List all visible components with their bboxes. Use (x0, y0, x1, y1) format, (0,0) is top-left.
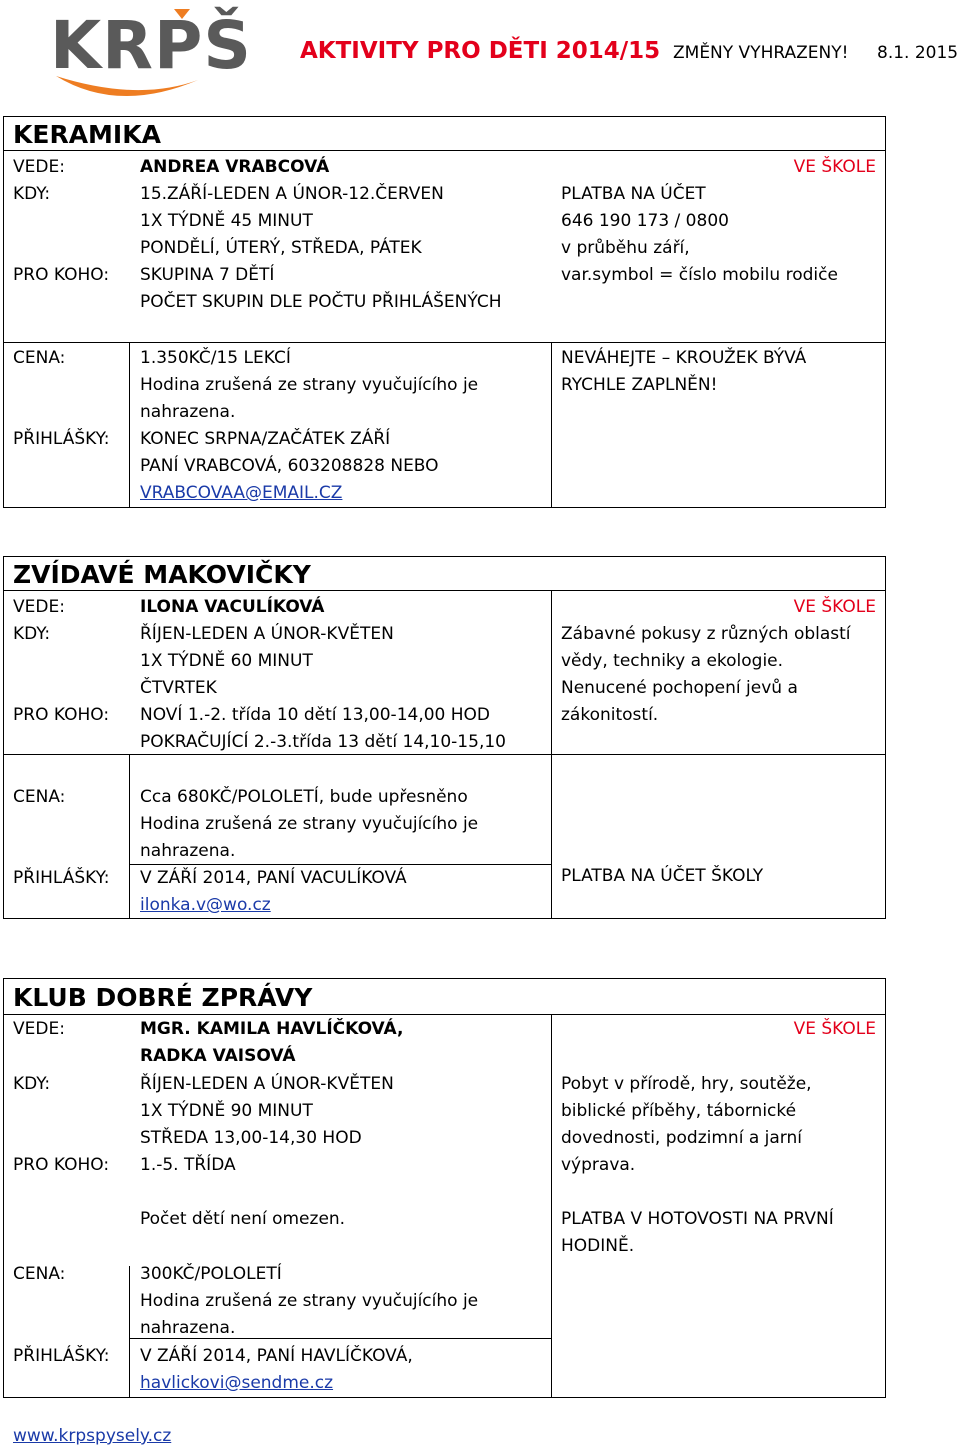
cena-line: 300KČ/POLOLETÍ (140, 1264, 282, 1284)
vede-value: ILONA VACULÍKOVÁ (140, 597, 325, 617)
page-title: AKTIVITY PRO DĚTI 2014/15 (300, 38, 661, 64)
pro-koho-label: PRO KOHO: (13, 265, 110, 285)
kdy-line: ŘÍJEN-LEDEN A ÚNOR-KVĚTEN (140, 1074, 394, 1094)
kdy-line: STŘEDA 13,00-14,30 HOD (140, 1128, 362, 1148)
kdy-line: PONDĚLÍ, ÚTERÝ, STŘEDA, PÁTEK (140, 238, 422, 258)
prihlasky-label: PŘIHLÁŠKY: (13, 429, 110, 449)
logo-text: KRPŠ (50, 7, 252, 84)
pro-koho-label: PRO KOHO: (13, 1155, 110, 1175)
payment-line: v průběhu září, (561, 238, 690, 258)
cena-line: 1.350KČ/15 LEKCÍ (140, 348, 291, 368)
location-badge: VE ŠKOLE (793, 157, 876, 177)
prihlasky-label: PŘIHLÁŠKY: (13, 1346, 110, 1366)
kdy-line: ŘÍJEN-LEDEN A ÚNOR-KVĚTEN (140, 624, 394, 644)
section-title: KERAMIKA (13, 120, 161, 149)
section-keramika (3, 116, 886, 508)
description-line: dovednosti, podzimní a jarní (561, 1128, 802, 1148)
kdy-line: ČTVRTEK (140, 678, 217, 698)
kdy-line: 1X TÝDNĚ 45 MINUT (140, 211, 313, 231)
pro-koho-value: 1.-5. TŘÍDA (140, 1155, 236, 1175)
pro-koho-line: NOVÍ 1.-2. třída 10 dětí 13,00-14,00 HOD (140, 705, 491, 725)
cena-line: nahrazena. (140, 402, 236, 422)
website-link[interactable]: www.krpspysely.cz (13, 1426, 172, 1446)
pro-koho-line: POKRAČUJÍCÍ 2.-3.třída 13 dětí 14,10-15,10 (140, 732, 506, 752)
email-link[interactable]: VRABCOVAA@EMAIL.CZ (140, 483, 343, 503)
kdy-line: 1X TÝDNĚ 90 MINUT (140, 1101, 313, 1121)
prihlasky-label: PŘIHLÁŠKY: (13, 868, 110, 888)
description-line: zákonitostí. (561, 705, 659, 725)
cena-label: CENA: (13, 1264, 66, 1284)
email-link[interactable]: ilonka.v@wo.cz (140, 895, 271, 915)
location-badge: VE ŠKOLE (793, 597, 876, 617)
payment-line: PLATBA V HOTOVOSTI NA PRVNÍ (561, 1209, 834, 1229)
kdy-label: KDY: (13, 1074, 51, 1094)
kdy-label: KDY: (13, 184, 51, 204)
cena-line: Hodina zrušená ze strany vyučujícího je (140, 375, 479, 395)
vede-value: RADKA VAISOVÁ (140, 1046, 296, 1066)
section-makovicky (3, 556, 886, 919)
prihlasky-line: PANÍ VRABCOVÁ, 603208828 NEBO (140, 456, 439, 476)
vede-label: VEDE: (13, 597, 65, 617)
cena-line: Cca 680KČ/POLOLETÍ, bude upřesněno (140, 787, 468, 807)
note-line: NEVÁHEJTE – KROUŽEK BÝVÁ (561, 348, 807, 368)
note-line: RYCHLE ZAPLNĚN! (561, 375, 718, 395)
prihlasky-line: V ZÁŘÍ 2014, PANÍ HAVLÍČKOVÁ, (140, 1346, 413, 1366)
pro-koho-label: PRO KOHO: (13, 705, 110, 725)
cena-line: nahrazena. (140, 841, 236, 861)
payment-line: PLATBA NA ÚČET (561, 184, 706, 204)
vede-label: VEDE: (13, 1019, 65, 1039)
cena-line: Hodina zrušená ze strany vyučujícího je (140, 1291, 479, 1311)
vede-label: VEDE: (13, 157, 65, 177)
section-klub (3, 978, 886, 1398)
payment-line: PLATBA NA ÚČET ŠKOLY (561, 866, 764, 886)
location-badge: VE ŠKOLE (793, 1019, 876, 1039)
kdy-label: KDY: (13, 624, 51, 644)
description-line: Nenucené pochopení jevů a (561, 678, 798, 698)
description-line: vědy, techniky a ekologie. (561, 651, 784, 671)
section-title: ZVÍDAVÉ MAKOVIČKY (13, 560, 311, 589)
vede-value: MGR. KAMILA HAVLÍČKOVÁ, (140, 1019, 404, 1039)
payment-line: var.symbol = číslo mobilu rodiče (561, 265, 838, 285)
kdy-line: 15.ZÁŘÍ-LEDEN A ÚNOR-12.ČERVEN (140, 184, 444, 204)
changes-notice: ZMĚNY VYHRAZENY! (673, 43, 849, 63)
pro-koho-line: POČET SKUPIN DLE POČTU PŘIHLÁŠENÝCH (140, 292, 502, 312)
description-line: Pobyt v přírodě, hry, soutěže, (561, 1074, 812, 1094)
cena-label: CENA: (13, 787, 66, 807)
kdy-line: 1X TÝDNĚ 60 MINUT (140, 651, 313, 671)
cena-line: Hodina zrušená ze strany vyučujícího je (140, 814, 479, 834)
prihlasky-line: V ZÁŘÍ 2014, PANÍ VACULÍKOVÁ (140, 868, 407, 888)
payment-line: 646 190 173 / 0800 (561, 211, 729, 231)
section-title: KLUB DOBRÉ ZPRÁVY (13, 983, 313, 1012)
vede-value: ANDREA VRABCOVÁ (140, 157, 330, 177)
cena-label: CENA: (13, 348, 66, 368)
document-date: 8.1. 2015 (877, 43, 959, 63)
description-line: Zábavné pokusy z různých oblastí (561, 624, 851, 644)
payment-line: HODINĚ. (561, 1236, 635, 1256)
cena-line: nahrazena. (140, 1318, 236, 1338)
prihlasky-line: KONEC SRPNA/ZAČÁTEK ZÁŘÍ (140, 429, 391, 449)
email-link[interactable]: havlickovi@sendme.cz (140, 1373, 334, 1393)
description-line: biblické příběhy, tábornické (561, 1101, 797, 1121)
pro-koho-line: SKUPINA 7 DĚTÍ (140, 265, 275, 285)
logo (48, 6, 252, 104)
count-note: Počet dětí není omezen. (140, 1209, 346, 1229)
description-line: výprava. (561, 1155, 636, 1175)
